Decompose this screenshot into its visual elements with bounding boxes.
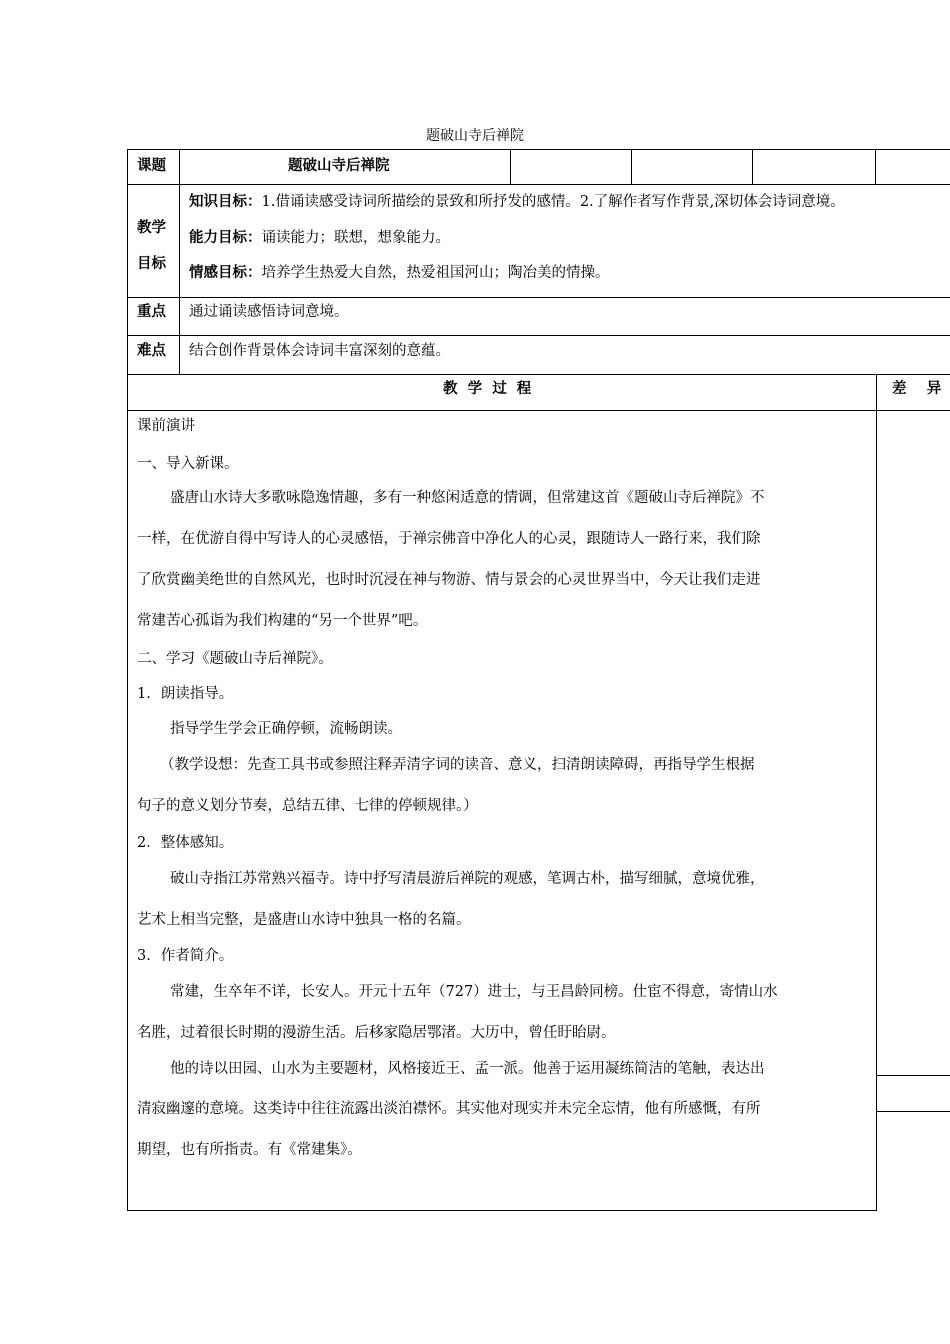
- label-column-divider: [179, 149, 180, 374]
- objectives-label-line1: 教学: [137, 219, 166, 236]
- objectives-label-line2: 目标: [137, 255, 166, 272]
- body-line: 他的诗以田园、山水为主要题材，风格接近王、孟一派。他善于运用凝练简洁的笔触，表达出: [170, 1061, 765, 1077]
- body-line: 了欣赏幽美绝世的自然风光，也时时沉浸在神与物游、情与景会的心灵世界当中，今天让我们走进: [137, 572, 761, 588]
- table-divider: [127, 374, 950, 375]
- table-border-left: [127, 149, 128, 1211]
- ability-objective-label: 能力目标：: [189, 229, 262, 246]
- header-cell-divider: [752, 149, 753, 184]
- body-line: 破山寺指江苏常熟兴福寺。诗中抒写清晨游后禅院的观感，笔调古朴，描写细腻，意境优雅，: [170, 871, 765, 887]
- table-border-bottom: [127, 1210, 876, 1211]
- key-point-text: 通过诵读感悟诗词意境。: [189, 304, 349, 320]
- subject-label: 课题: [137, 157, 166, 174]
- body-line: 名胜，过着很长时期的漫游生活。后移家隐居鄂渚。大历中，曾任盱眙尉。: [137, 1025, 616, 1041]
- body-line: 一、导入新课。: [137, 456, 239, 472]
- table-border-top: [127, 149, 950, 150]
- emotion-objective: [189, 263, 610, 283]
- diff-column-border: [876, 374, 877, 1211]
- body-line: 课前演讲: [137, 418, 195, 434]
- body-line: 指导学生学会正确停顿，流畅朗读。: [170, 721, 402, 737]
- difficulty-label: 难点: [137, 342, 166, 359]
- table-divider: [127, 184, 950, 185]
- body-line: 常建苦心孤诣为我们构建的“另一个世界”吧。: [137, 613, 428, 629]
- emotion-objective-label: 情感目标：: [189, 264, 262, 281]
- knowledge-objective: [189, 192, 845, 212]
- body-line: 常建，生卒年不详，长安人。开元十五年（727）进士，与王昌龄同榜。仕宦不得意，寄情山水: [170, 984, 778, 1000]
- subject-value: 题破山寺后禅院: [288, 157, 390, 174]
- process-header-title: 教 学 过 程: [443, 380, 532, 397]
- body-line: 1．朗读指导。: [137, 686, 234, 702]
- body-line: 二、学习《题破山寺后禅院》。: [137, 651, 333, 667]
- body-line: 期望，也有所指责。有《常建集》。: [137, 1142, 362, 1158]
- objectives-label: [137, 210, 166, 282]
- body-line: 盛唐山水诗大多歌咏隐逸情趣，多有一种悠闲适意的情调，但常建这首《题破山寺后禅院》不: [170, 490, 765, 506]
- body-line: 3．作者简介。: [137, 948, 234, 964]
- document-title: 题破山寺后禅院: [426, 128, 524, 144]
- knowledge-objective-label: 知识目标：: [189, 193, 262, 210]
- diff-column-divider: [876, 1075, 950, 1076]
- body-line: 2．整体感知。: [137, 835, 234, 851]
- table-divider: [127, 335, 950, 336]
- table-divider: [127, 297, 950, 298]
- key-point-label: 重点: [137, 303, 166, 320]
- diff-column-divider: [876, 1111, 950, 1112]
- body-line: 句子的意义划分节奏，总结五律、七律的停顿规律。）: [137, 798, 478, 814]
- emotion-objective-text: 培养学生热爱大自然，热爱祖国河山；陶冶美的情操。: [261, 265, 610, 281]
- body-line: 一样，在优游自得中写诗人的心灵感悟，于禅宗佛音中净化人的心灵，跟随诗人一路行来，我们除: [137, 531, 761, 547]
- table-divider: [127, 410, 950, 411]
- body-line: （教学设想：先查工具书或参照注释弄清字词的读音、意义，扫清朗读障碍，再指导学生根据: [160, 757, 755, 773]
- ability-objective: [189, 228, 450, 248]
- header-cell-divider: [631, 149, 632, 184]
- knowledge-objective-text: 1.借诵读感受诗词所描绘的景致和所抒发的感情。2.了解作者写作背景,深切体会诗词意境。: [261, 194, 845, 210]
- header-cell-divider: [875, 149, 876, 184]
- body-line: 艺术上相当完整，是盛唐山水诗中独具一格的名篇。: [137, 912, 471, 928]
- header-cell-divider: [510, 149, 511, 184]
- difficulty-text: 结合创作背景体会诗词丰富深刻的意蕴。: [189, 343, 450, 359]
- process-header-diff: 差 异: [892, 380, 942, 397]
- body-line: 清寂幽邃的意境。这类诗中往往流露出淡泊襟怀。其实他对现实并未完全忘情，他有所感慨，有所: [137, 1101, 761, 1117]
- ability-objective-text: 诵读能力；联想，想象能力。: [261, 230, 450, 246]
